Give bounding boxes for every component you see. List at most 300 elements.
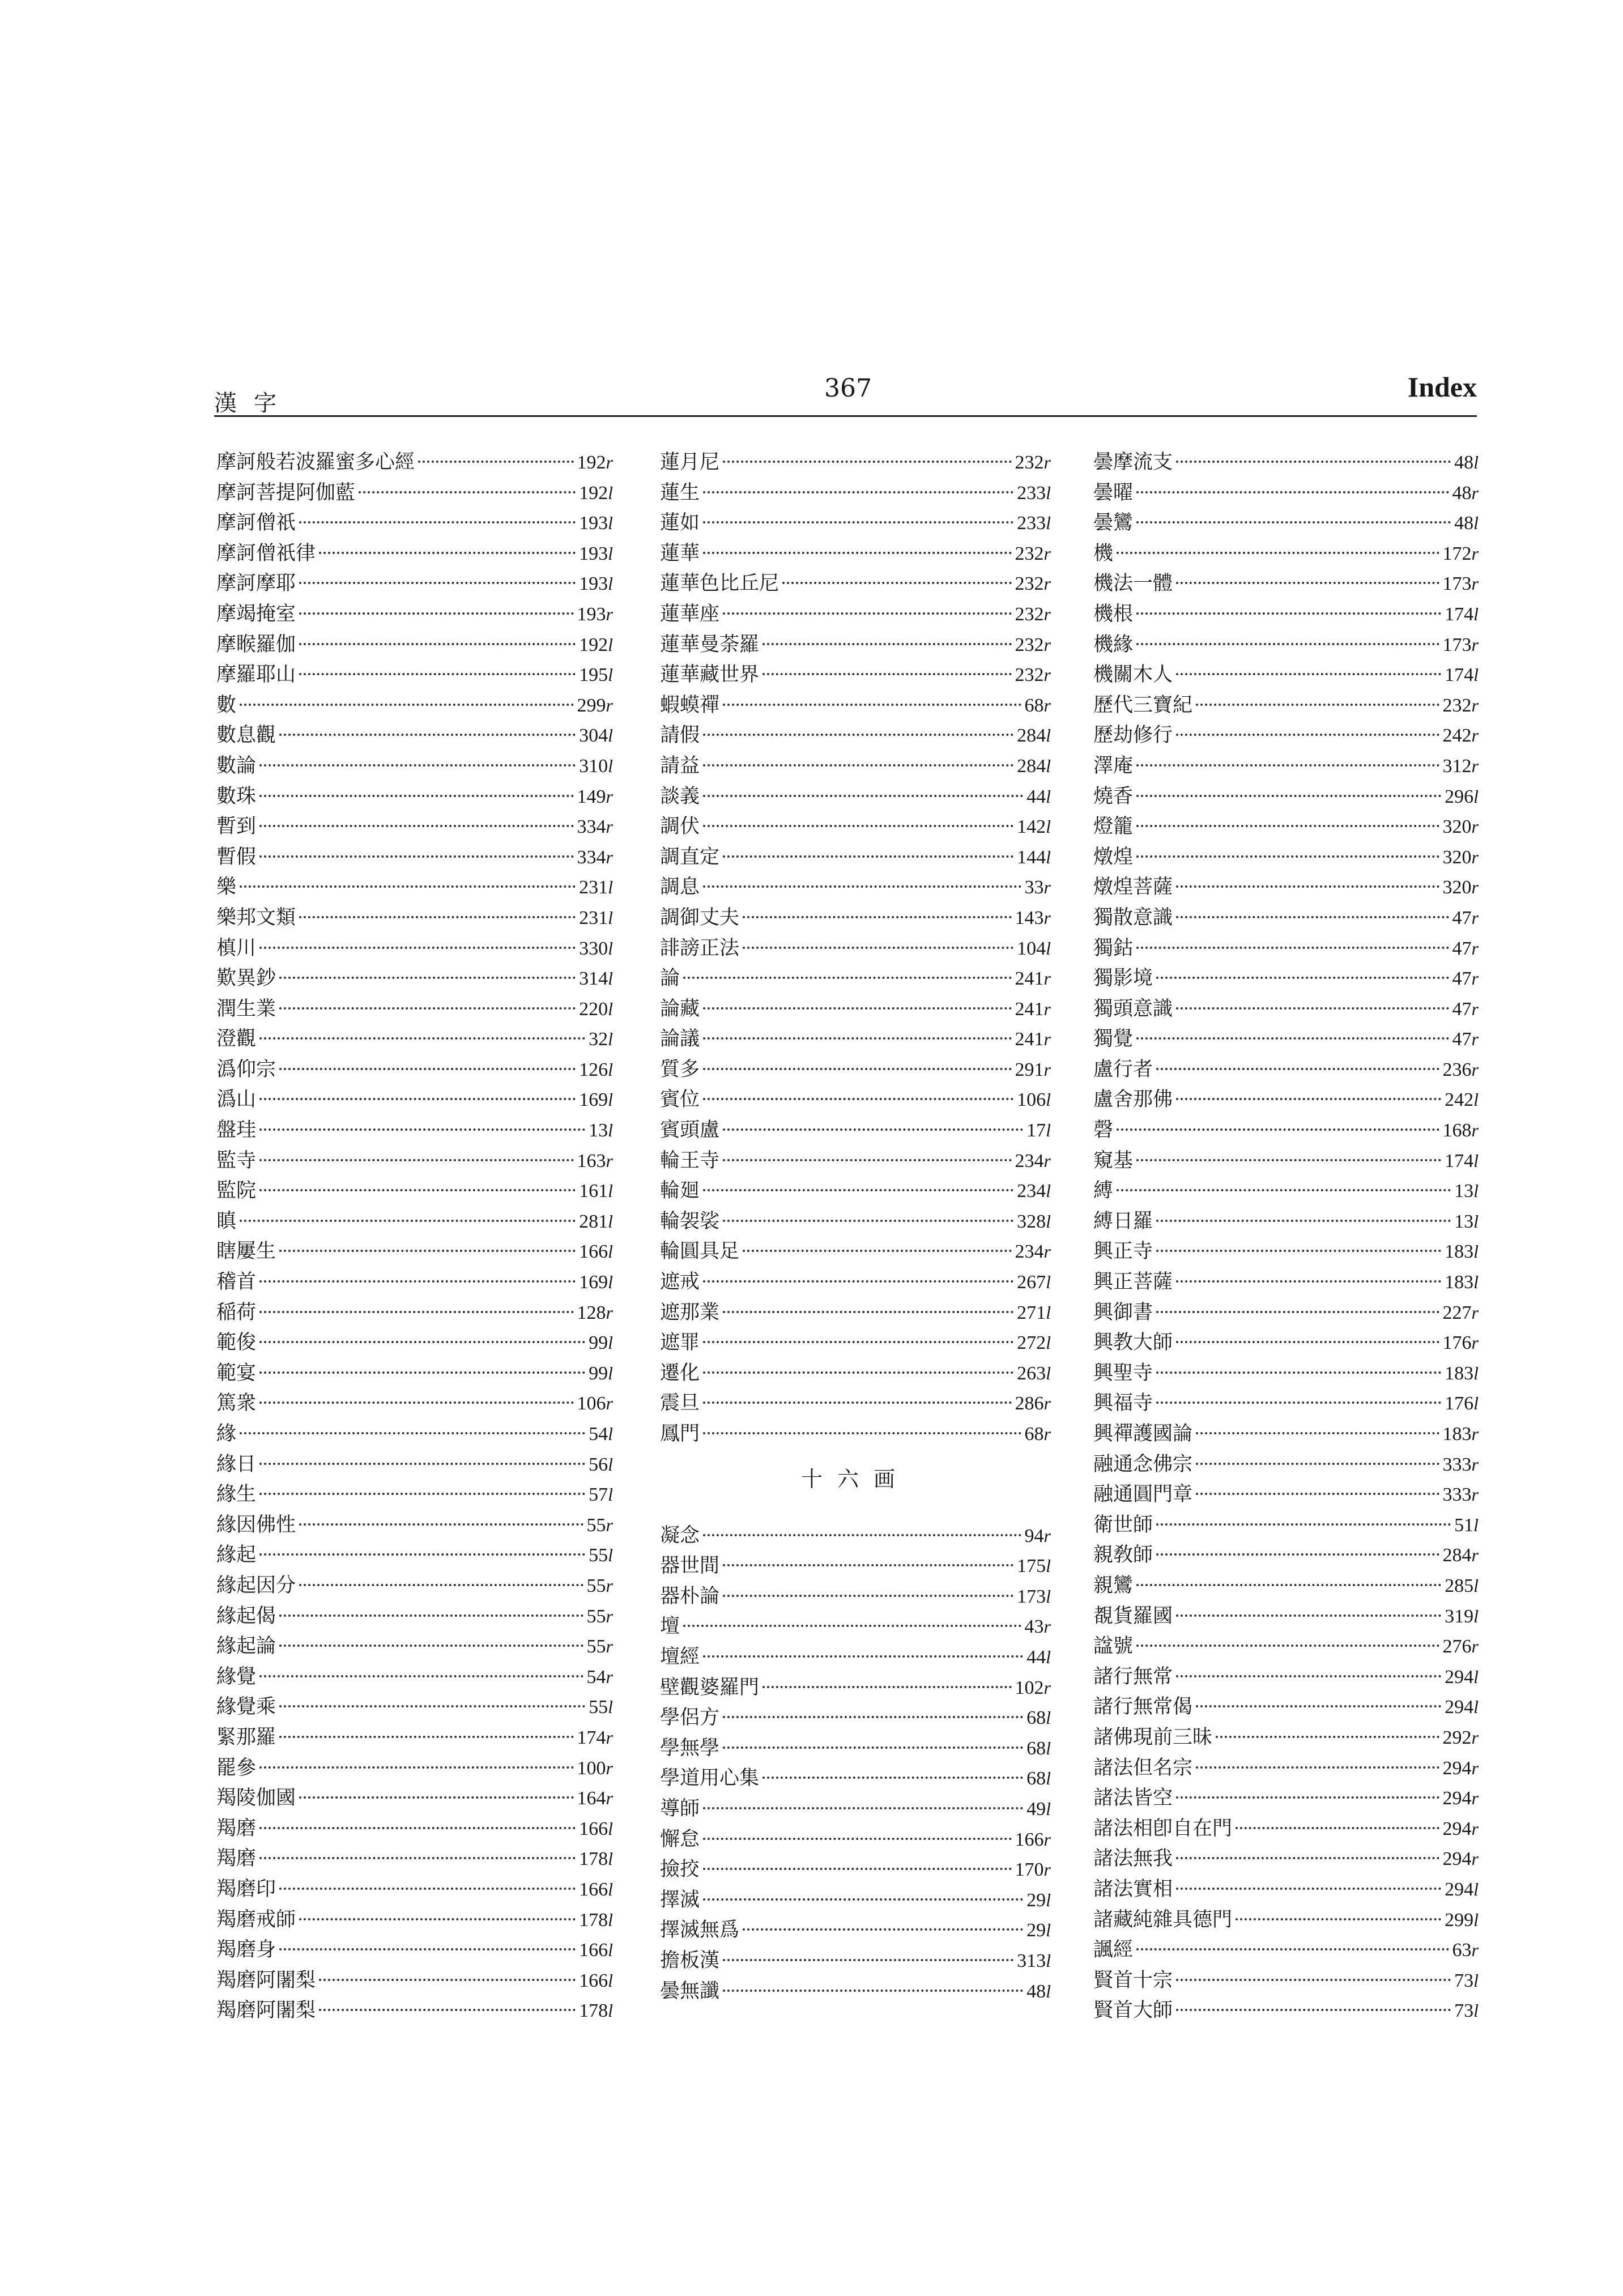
page-side-marker: l bbox=[1473, 1211, 1479, 1232]
page-reference bbox=[1026, 1642, 1051, 1673]
dot-leader bbox=[1156, 1068, 1439, 1070]
page-reference-number: 232 bbox=[1015, 664, 1044, 686]
page-side-marker: l bbox=[1473, 1089, 1479, 1110]
dot-leader bbox=[1176, 1888, 1441, 1890]
page-reference-number: 173 bbox=[1017, 1586, 1046, 1607]
page-reference bbox=[1017, 1085, 1051, 1115]
index-entry bbox=[216, 1146, 613, 1177]
page-side-marker: l bbox=[1046, 513, 1051, 534]
page-reference bbox=[577, 1753, 613, 1784]
page-side-marker: l bbox=[1046, 1980, 1051, 2001]
dot-leader bbox=[1156, 1371, 1441, 1374]
index-term: 摩羅耶山 bbox=[216, 663, 296, 687]
dot-leader bbox=[723, 1128, 1023, 1131]
page-side-marker: r bbox=[1043, 1616, 1051, 1637]
page-reference bbox=[1452, 964, 1479, 994]
dot-leader bbox=[1176, 1007, 1449, 1009]
page-side-marker: l bbox=[608, 938, 613, 959]
dot-leader bbox=[723, 1747, 1023, 1749]
index-term: 輪廻 bbox=[660, 1179, 700, 1203]
page-side-marker: l bbox=[608, 1484, 613, 1505]
index-term: 調御丈夫 bbox=[660, 906, 740, 929]
index-term: 數息觀 bbox=[216, 724, 276, 747]
dot-leader bbox=[299, 582, 576, 584]
index-term: 摩睺羅伽 bbox=[216, 633, 296, 656]
index-term: 學無學 bbox=[660, 1736, 720, 1760]
dot-leader bbox=[762, 1777, 1023, 1779]
page-reference bbox=[579, 539, 613, 569]
page-reference-number: 271 bbox=[1017, 1302, 1046, 1323]
index-entry bbox=[1093, 1146, 1479, 1177]
page-reference bbox=[1015, 994, 1051, 1025]
dot-leader bbox=[1216, 1736, 1439, 1738]
dot-leader bbox=[1196, 1463, 1439, 1465]
index-entry bbox=[216, 691, 613, 721]
index-entry bbox=[216, 1024, 613, 1055]
page-reference-number: 263 bbox=[1017, 1362, 1046, 1384]
page-side-marker: r bbox=[606, 1788, 613, 1809]
page-side-marker: r bbox=[1043, 1029, 1051, 1050]
page-reference bbox=[1443, 1480, 1479, 1510]
page-side-marker: r bbox=[1471, 1332, 1479, 1353]
page-reference-number: 231 bbox=[579, 877, 608, 898]
page-reference bbox=[1443, 1328, 1479, 1358]
page-reference-number: 319 bbox=[1445, 1605, 1474, 1627]
index-entry bbox=[1093, 1966, 1479, 1996]
index-entry bbox=[1093, 660, 1479, 691]
page-side-marker: l bbox=[1046, 1556, 1051, 1577]
page-reference-number: 44 bbox=[1026, 1646, 1046, 1668]
page-reference-number: 241 bbox=[1015, 968, 1044, 990]
index-term: 導師 bbox=[660, 1797, 700, 1820]
page-reference-number: 220 bbox=[579, 998, 608, 1020]
page-side-marker: r bbox=[606, 1727, 613, 1748]
index-entry bbox=[216, 1450, 613, 1480]
page-side-marker: r bbox=[606, 1514, 613, 1535]
page-reference-number: 48 bbox=[1454, 452, 1474, 473]
index-entry bbox=[216, 782, 613, 812]
page-side-marker: l bbox=[608, 968, 613, 989]
dot-leader bbox=[299, 673, 576, 675]
index-entry bbox=[216, 1510, 613, 1541]
page-reference-number: 169 bbox=[579, 1089, 608, 1111]
index-term: 摩訶僧祇 bbox=[216, 512, 296, 535]
dot-leader bbox=[279, 1645, 583, 1647]
index-entry bbox=[216, 1115, 613, 1146]
page-side-marker: l bbox=[608, 1272, 613, 1293]
page-reference bbox=[1443, 569, 1479, 599]
page-reference-number: 55 bbox=[586, 1514, 606, 1536]
page-reference-number: 47 bbox=[1452, 1029, 1472, 1050]
page-side-marker: l bbox=[1473, 1878, 1479, 1899]
page-reference-number: 173 bbox=[1442, 634, 1472, 655]
page-reference bbox=[1015, 660, 1051, 691]
page-reference-number: 68 bbox=[1026, 1768, 1046, 1790]
page-reference-number: 234 bbox=[1015, 1150, 1044, 1172]
index-term: 壇 bbox=[660, 1615, 680, 1638]
page-reference bbox=[1443, 1298, 1479, 1328]
page-side-marker: l bbox=[608, 1454, 613, 1475]
index-entry bbox=[1093, 1753, 1479, 1784]
dot-leader bbox=[703, 1402, 1012, 1404]
index-entry bbox=[660, 1358, 1051, 1389]
dot-leader bbox=[703, 1098, 1013, 1100]
page-reference-number: 286 bbox=[1015, 1393, 1044, 1415]
page-reference bbox=[1443, 721, 1479, 751]
page-reference-number: 174 bbox=[1445, 603, 1474, 625]
page-side-marker: l bbox=[608, 725, 613, 746]
dot-leader bbox=[703, 1007, 1012, 1009]
page-reference bbox=[577, 691, 613, 721]
dot-leader bbox=[1136, 1584, 1441, 1586]
index-entry bbox=[660, 1612, 1051, 1642]
dot-leader bbox=[240, 885, 576, 888]
index-entry bbox=[216, 1419, 613, 1450]
index-term: 監院 bbox=[216, 1179, 257, 1203]
page-side-marker: r bbox=[606, 786, 613, 807]
page-reference bbox=[579, 1176, 613, 1207]
index-term: 稲荷 bbox=[216, 1301, 257, 1324]
index-entry bbox=[1093, 1844, 1479, 1875]
index-entry bbox=[216, 1875, 613, 1905]
index-entry bbox=[1093, 1298, 1479, 1328]
page-side-marker: r bbox=[1471, 1636, 1479, 1657]
index-entry bbox=[216, 1388, 613, 1419]
page-reference-number: 49 bbox=[1026, 1798, 1046, 1820]
index-term: 輪王寺 bbox=[660, 1149, 720, 1172]
index-term: 蓮生 bbox=[660, 481, 700, 504]
page-reference bbox=[589, 1480, 613, 1510]
index-term: 誹謗正法 bbox=[660, 936, 740, 960]
dot-leader bbox=[259, 1159, 574, 1161]
page-reference bbox=[1443, 539, 1479, 569]
page-side-marker: l bbox=[1473, 786, 1479, 807]
page-reference-number: 285 bbox=[1445, 1575, 1474, 1596]
page-reference bbox=[579, 903, 613, 934]
index-entry bbox=[660, 1733, 1051, 1764]
index-term: 縛 bbox=[1093, 1179, 1114, 1203]
page-reference bbox=[1443, 751, 1479, 782]
page-reference-number: 284 bbox=[1442, 1545, 1472, 1566]
dot-leader bbox=[279, 1736, 574, 1738]
page-reference bbox=[1443, 872, 1479, 903]
index-entry bbox=[660, 751, 1051, 782]
dot-leader bbox=[259, 1311, 574, 1313]
page-side-marker: r bbox=[1043, 1059, 1051, 1080]
index-term: 稽首 bbox=[216, 1271, 257, 1294]
page-reference bbox=[1015, 1024, 1051, 1055]
index-entry bbox=[660, 691, 1051, 721]
index-term: 調息 bbox=[660, 876, 700, 899]
page-reference-number: 173 bbox=[1442, 573, 1472, 595]
page-side-marker: r bbox=[1471, 1788, 1479, 1809]
page-reference bbox=[1454, 1996, 1479, 2026]
dot-leader bbox=[703, 764, 1013, 766]
page-side-marker: l bbox=[608, 1059, 613, 1080]
index-entry bbox=[660, 1055, 1051, 1085]
index-term: 興正菩薩 bbox=[1093, 1271, 1173, 1294]
page-side-marker: l bbox=[608, 573, 613, 594]
page-side-marker: r bbox=[1471, 1545, 1479, 1566]
page-reference-number: 161 bbox=[579, 1181, 608, 1202]
index-term: 興福寺 bbox=[1093, 1392, 1153, 1415]
page-side-marker: l bbox=[1473, 452, 1479, 472]
dot-leader bbox=[1176, 1280, 1441, 1283]
index-entry bbox=[1093, 1662, 1479, 1693]
page-reference bbox=[579, 1237, 613, 1267]
index-entry bbox=[1093, 964, 1479, 994]
dot-leader bbox=[1136, 855, 1439, 858]
page-reference bbox=[1025, 1612, 1051, 1642]
index-term: 諸法皆空 bbox=[1093, 1787, 1173, 1810]
index-entry bbox=[1093, 1632, 1479, 1662]
page-reference-number: 294 bbox=[1442, 1848, 1472, 1870]
dot-leader bbox=[319, 1979, 576, 1981]
page-reference bbox=[1443, 1814, 1479, 1845]
index-term: 請益 bbox=[660, 754, 700, 777]
page-side-marker: r bbox=[1471, 725, 1479, 746]
index-term: 羯磨身 bbox=[216, 1939, 276, 1962]
index-term: 擔板漢 bbox=[660, 1949, 720, 1972]
index-term: 機關木人 bbox=[1093, 663, 1173, 687]
page-reference bbox=[577, 1783, 613, 1814]
dot-leader bbox=[259, 1463, 585, 1465]
index-term: 羯磨 bbox=[216, 1817, 257, 1840]
index-entry bbox=[1093, 842, 1479, 873]
index-entry bbox=[216, 569, 613, 599]
page-reference-number: 284 bbox=[1017, 755, 1046, 777]
index-entry bbox=[216, 842, 613, 873]
page-side-marker: l bbox=[608, 1424, 613, 1444]
page-reference bbox=[1017, 1551, 1051, 1582]
page-reference bbox=[1015, 539, 1051, 569]
page-reference bbox=[579, 964, 613, 994]
dot-leader bbox=[359, 491, 576, 493]
page-reference-number: 232 bbox=[1015, 603, 1044, 625]
page-reference-number: 94 bbox=[1024, 1525, 1044, 1547]
index-term: 調直定 bbox=[660, 845, 720, 868]
page-side-marker: l bbox=[1046, 1950, 1051, 1971]
index-term: 諸藏純雜具德門 bbox=[1093, 1908, 1233, 1931]
index-term: 數 bbox=[216, 693, 237, 717]
dot-leader bbox=[703, 1341, 1013, 1343]
page-reference-number: 232 bbox=[1015, 634, 1044, 655]
page-reference-number: 172 bbox=[1442, 543, 1472, 564]
page-side-marker: r bbox=[606, 603, 613, 624]
index-entry bbox=[1093, 1207, 1479, 1237]
dot-leader bbox=[703, 552, 1012, 554]
page-reference bbox=[1017, 934, 1051, 964]
page-reference bbox=[1454, 1966, 1479, 1996]
page-reference-number: 284 bbox=[1017, 725, 1046, 747]
page-reference-number: 314 bbox=[579, 968, 608, 990]
page-side-marker: l bbox=[1473, 1970, 1479, 1991]
index-entry bbox=[216, 1783, 613, 1814]
index-term: 數論 bbox=[216, 754, 257, 777]
page-reference bbox=[579, 1844, 613, 1875]
page-reference bbox=[1452, 1024, 1479, 1055]
page-side-marker: l bbox=[608, 755, 613, 776]
index-entry bbox=[216, 448, 613, 478]
page-reference-number: 56 bbox=[589, 1454, 608, 1475]
section-heading: 十六画 bbox=[800, 1466, 910, 1492]
index-term: 震旦 bbox=[660, 1392, 700, 1415]
page-reference bbox=[579, 934, 613, 964]
index-entry bbox=[660, 1115, 1051, 1146]
index-term: 鳳門 bbox=[660, 1422, 700, 1445]
dot-leader bbox=[1136, 1948, 1449, 1950]
page-reference-number: 166 bbox=[579, 1970, 608, 1991]
page-side-marker: l bbox=[1473, 1575, 1479, 1596]
page-reference bbox=[587, 1571, 613, 1601]
dot-leader bbox=[299, 916, 576, 918]
page-side-marker: r bbox=[606, 1302, 613, 1323]
index-term: 羯磨戒師 bbox=[216, 1908, 296, 1931]
index-entry bbox=[1093, 1875, 1479, 1905]
page-reference-number: 267 bbox=[1017, 1272, 1046, 1293]
page-side-marker: l bbox=[1046, 755, 1051, 776]
page-side-marker: r bbox=[606, 1393, 613, 1414]
dot-leader bbox=[1236, 1827, 1439, 1829]
page-reference-number: 330 bbox=[579, 938, 608, 959]
index-entry bbox=[1093, 1358, 1479, 1389]
index-entry bbox=[1093, 1055, 1479, 1085]
index-entry bbox=[1093, 539, 1479, 569]
index-term: 摩竭掩室 bbox=[216, 602, 296, 625]
index-term: 獨鈷 bbox=[1093, 936, 1134, 960]
page-reference bbox=[579, 872, 613, 903]
page-reference-number: 183 bbox=[1445, 1272, 1474, 1293]
dot-leader bbox=[259, 1493, 585, 1495]
page-side-marker: r bbox=[606, 1636, 613, 1657]
index-term: 機 bbox=[1093, 542, 1114, 565]
index-entry bbox=[1093, 1571, 1479, 1601]
dot-leader bbox=[1176, 1675, 1441, 1677]
dot-leader bbox=[259, 1189, 576, 1191]
index-entry bbox=[660, 1207, 1051, 1237]
page-reference-number: 48 bbox=[1454, 513, 1474, 534]
index-term: 諸法實相 bbox=[1093, 1877, 1173, 1901]
index-entry bbox=[660, 1551, 1051, 1582]
page-reference-number: 68 bbox=[1026, 1707, 1046, 1729]
index-term: 歷劫修行 bbox=[1093, 724, 1173, 747]
page-reference bbox=[1017, 1207, 1051, 1237]
page-side-marker: r bbox=[1043, 452, 1051, 472]
page-side-marker: l bbox=[608, 998, 613, 1019]
dot-leader bbox=[743, 947, 1013, 949]
index-entry bbox=[216, 1207, 613, 1237]
page-side-marker: l bbox=[608, 1878, 613, 1899]
page-reference-number: 299 bbox=[1445, 1909, 1474, 1931]
index-entry bbox=[1093, 1328, 1479, 1358]
page-side-marker: l bbox=[608, 1362, 613, 1383]
page-side-marker: r bbox=[1043, 1424, 1051, 1444]
page-side-marker: r bbox=[1471, 1940, 1479, 1961]
index-term: 諸佛現前三昧 bbox=[1093, 1726, 1213, 1749]
page-reference bbox=[1025, 1419, 1051, 1450]
page-reference bbox=[1454, 1176, 1479, 1207]
index-entry bbox=[660, 812, 1051, 842]
page-reference-number: 54 bbox=[589, 1424, 608, 1445]
page-reference bbox=[1026, 1915, 1051, 1946]
page-reference bbox=[1445, 1237, 1479, 1267]
page-reference bbox=[589, 1692, 613, 1723]
page-reference-number: 68 bbox=[1024, 695, 1044, 716]
index-entry bbox=[216, 1753, 613, 1784]
index-entry bbox=[216, 1267, 613, 1298]
index-term: 暫到 bbox=[216, 815, 257, 838]
index-entry bbox=[216, 660, 613, 691]
page-reference-number: 233 bbox=[1017, 513, 1046, 534]
page-side-marker: r bbox=[1043, 1525, 1051, 1546]
index-term: 摩訶僧祇律 bbox=[216, 542, 316, 565]
page-reference bbox=[1443, 1540, 1479, 1571]
dot-leader bbox=[703, 1655, 1023, 1658]
index-term: 器朴論 bbox=[660, 1584, 720, 1608]
page-reference bbox=[1017, 508, 1051, 539]
page-side-marker: r bbox=[1043, 695, 1051, 715]
page-side-marker: l bbox=[608, 1970, 613, 1991]
page-side-marker: l bbox=[1473, 603, 1479, 624]
index-term: 羯磨阿闍梨 bbox=[216, 1969, 316, 1992]
index-term: 蓮華曼荼羅 bbox=[660, 633, 760, 656]
index-term: 縛日羅 bbox=[1093, 1209, 1153, 1233]
dot-leader bbox=[1136, 795, 1441, 797]
page-side-marker: l bbox=[1046, 846, 1051, 867]
dot-leader bbox=[1136, 491, 1449, 493]
page-side-marker: l bbox=[608, 1697, 613, 1718]
dot-leader bbox=[703, 825, 1013, 827]
page-reference-number: 312 bbox=[1442, 755, 1472, 777]
page-reference-number: 242 bbox=[1445, 1089, 1474, 1111]
index-term: 遮戒 bbox=[660, 1271, 700, 1294]
page-reference-number: 166 bbox=[579, 1241, 608, 1263]
dot-leader bbox=[723, 461, 1012, 463]
page-side-marker: l bbox=[1046, 1272, 1051, 1293]
dot-leader bbox=[723, 855, 1013, 858]
index-entry bbox=[660, 539, 1051, 569]
page-reference bbox=[1017, 1298, 1051, 1328]
page-reference bbox=[1443, 1115, 1479, 1146]
index-entry bbox=[216, 1480, 613, 1510]
dot-leader bbox=[279, 1068, 576, 1070]
index-term: 獨散意識 bbox=[1093, 906, 1173, 929]
index-term: 興教大師 bbox=[1093, 1331, 1173, 1354]
index-term: 輪袈裟 bbox=[660, 1209, 720, 1233]
page-reference bbox=[589, 1450, 613, 1480]
dot-leader bbox=[279, 1250, 576, 1252]
page-side-marker: r bbox=[1043, 998, 1051, 1019]
index-term: 獨覺 bbox=[1093, 1028, 1134, 1051]
page-reference-number: 55 bbox=[586, 1575, 606, 1596]
index-term: 曇無讖 bbox=[660, 1979, 720, 2003]
page-reference-number: 13 bbox=[1454, 1181, 1474, 1202]
page-reference-number: 233 bbox=[1017, 482, 1046, 504]
dot-leader bbox=[299, 643, 576, 645]
page-reference-number: 47 bbox=[1452, 968, 1472, 990]
page-reference bbox=[577, 842, 613, 873]
page-side-marker: r bbox=[1471, 1757, 1479, 1778]
page-reference bbox=[1015, 630, 1051, 661]
index-term: 盧舍那佛 bbox=[1093, 1088, 1173, 1111]
dot-leader bbox=[279, 734, 576, 736]
index-entry bbox=[660, 1146, 1051, 1177]
dot-leader bbox=[1176, 1796, 1439, 1799]
page-reference-number: 63 bbox=[1452, 1940, 1472, 1961]
index-term: 學侶方 bbox=[660, 1706, 720, 1730]
page-reference-number: 276 bbox=[1442, 1636, 1472, 1658]
page-reference-number: 232 bbox=[1442, 695, 1472, 716]
